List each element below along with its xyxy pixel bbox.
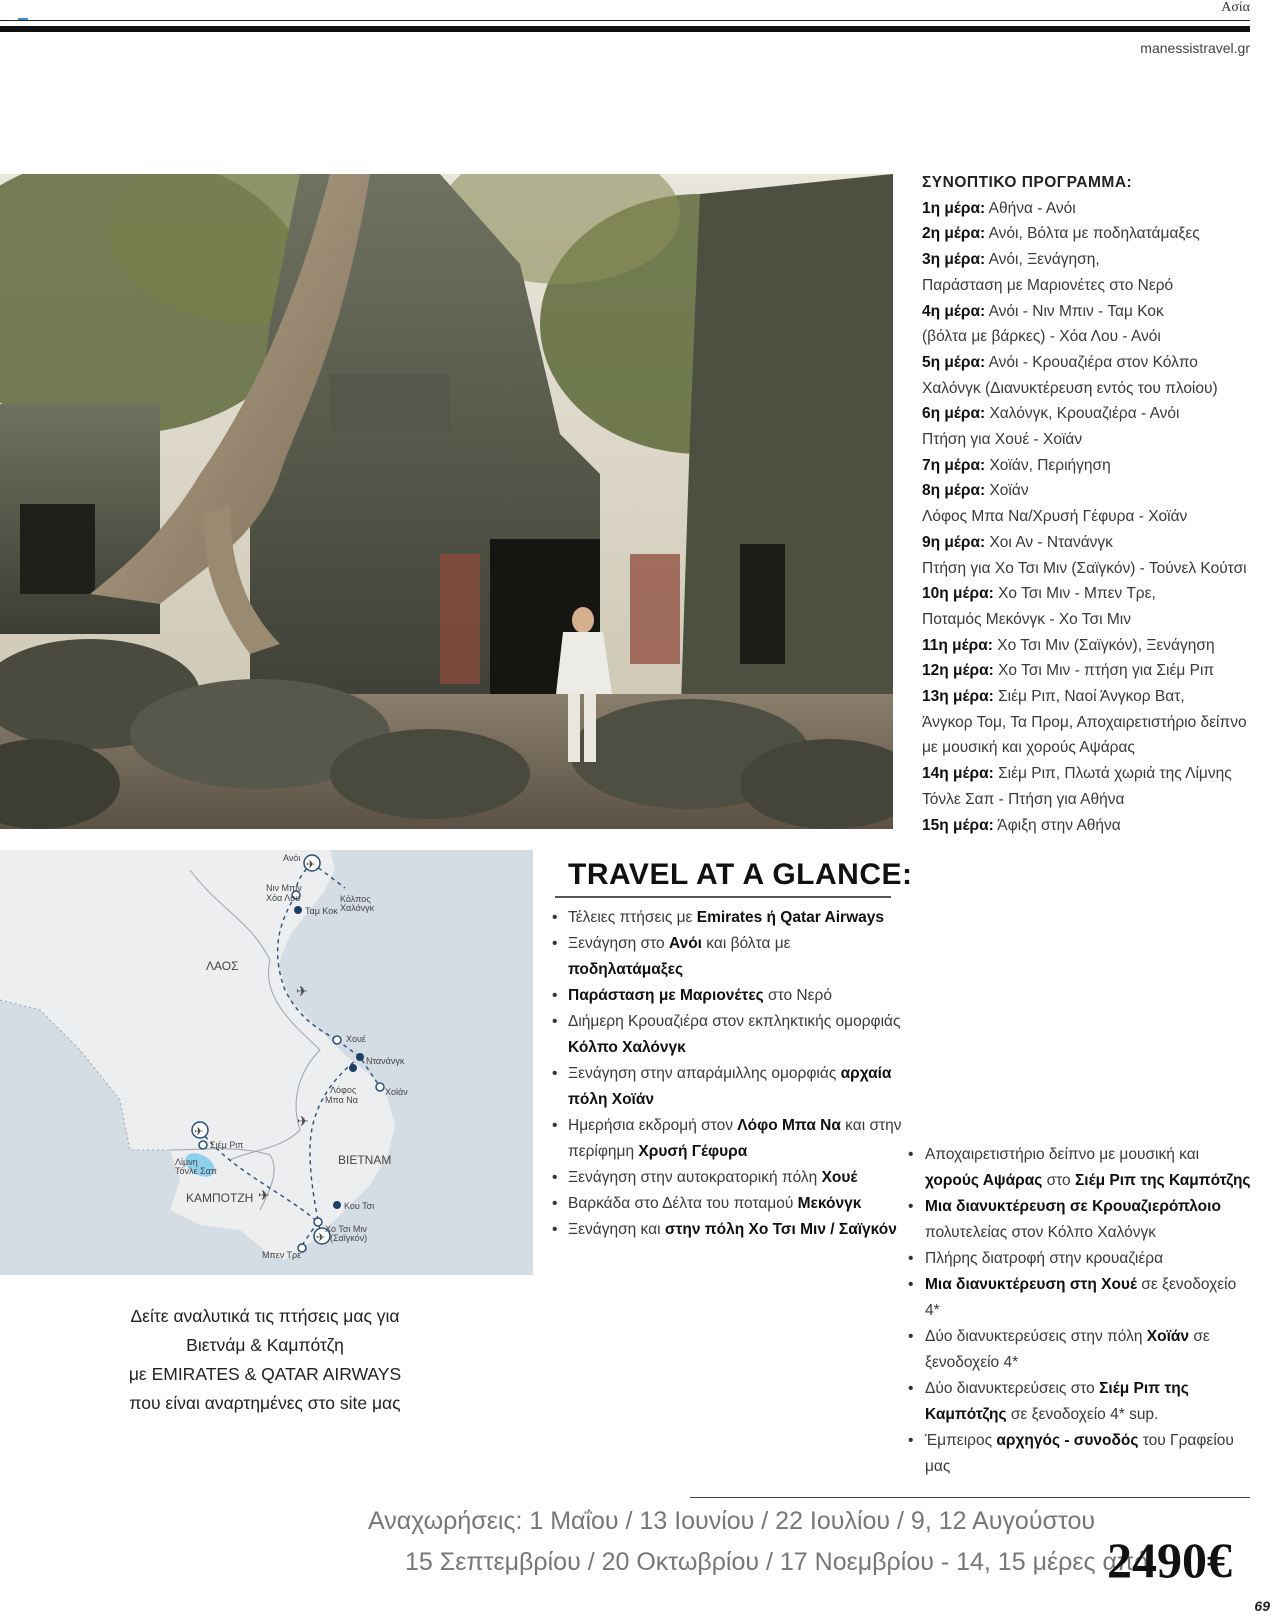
glance-item-text: αρχαία πόλη Χοϊάν xyxy=(568,1065,892,1108)
svg-text:✈: ✈ xyxy=(296,983,308,999)
map-label-hoian: Χοϊάν xyxy=(385,1087,408,1097)
itinerary-line xyxy=(922,556,1262,582)
site-url: manessistravel.gr xyxy=(1140,40,1250,56)
itinerary-text: Χοϊάν xyxy=(989,482,1029,500)
header-rule xyxy=(0,20,1250,21)
map-label-lake-2: Τόνλε Σαπ xyxy=(175,1166,218,1176)
extras-item xyxy=(908,1428,1253,1480)
glance-item-text: Μεκόνγκ xyxy=(797,1195,862,1212)
itinerary-line xyxy=(922,761,1262,787)
itinerary-day: 7η μέρα: xyxy=(922,456,986,474)
itinerary-text: Χαλόνγκ (Διανυκτέρευση εντός του πλοίου) xyxy=(922,379,1218,397)
extras-item-text: Σιέμ Ριπ της Καμπότζης xyxy=(925,1380,1189,1423)
extras-item xyxy=(908,1194,1253,1246)
itinerary-title: ΣΥΝΟΠΤΙΚΟ ΠΡΟΓΡΑΜΜΑ: xyxy=(922,174,1133,191)
flights-note-line: με EMIRATES & QATAR AIRWAYS xyxy=(128,1364,402,1384)
itinerary-line xyxy=(922,350,1262,376)
itinerary-day: 11η μέρα: xyxy=(922,636,993,654)
glance-item-text: Ξενάγηση στο xyxy=(568,935,669,952)
extras-item-text: πολυτελείας στον Κόλπο Χαλόνγκ xyxy=(925,1224,1156,1241)
extras-item-text: Δύο διανυκτερεύσεις στο xyxy=(925,1380,1100,1397)
itinerary-text: Πτήση για Χο Τσι Μιν (Σαϊγκόν) - Τούνελ Κούτσι xyxy=(922,559,1247,577)
extras-item-text: του Γραφείου μας xyxy=(925,1432,1234,1475)
itinerary-text: Πτήση για Χουέ - Χοϊάν xyxy=(922,431,1083,449)
glance-item-text: Χρυσή Γέφυρα xyxy=(638,1143,748,1160)
price: 2490€ xyxy=(1107,1532,1232,1588)
glance-item-text: Διήμερη Κρουαζιέρα στον εκπληκτικής ομορφιάς xyxy=(568,1013,901,1030)
itinerary xyxy=(922,170,1262,838)
itinerary-line xyxy=(922,504,1262,530)
extras-item xyxy=(908,1324,1253,1376)
itinerary-line xyxy=(922,710,1262,736)
map-label-hoa-lu: Χόα Λου xyxy=(266,893,301,903)
svg-text:✈: ✈ xyxy=(306,859,316,871)
map-label-lake-1: Λίμνη xyxy=(175,1157,198,1167)
glance-item-text: και στην περίφημη xyxy=(568,1117,902,1160)
extras-item xyxy=(908,1246,1253,1272)
extras-item-text: σε ξενοδοχείο 4* xyxy=(925,1328,1210,1371)
extras-item xyxy=(908,1142,1253,1194)
glance-item-text: Ξενάγηση στην απαράμιλλης ομορφιάς xyxy=(568,1065,841,1082)
itinerary-text: Χοϊάν, Περιήγηση xyxy=(989,456,1111,474)
map-label-cambodia: ΚΑΜΠΟΤΖΗ xyxy=(186,1191,254,1205)
extras-item-text: στο xyxy=(1042,1172,1075,1189)
itinerary-line xyxy=(922,221,1262,247)
glance-item xyxy=(552,931,902,983)
glance-item-text: Emirates ή Qatar Airways xyxy=(696,909,884,926)
departures-line-2: 15 Σεπτεμβρίου / 20 Οκτωβρίου / 17 Νοεμβρίου - 14, 15 μέρες από xyxy=(405,1548,1149,1576)
itinerary-line xyxy=(922,376,1262,402)
itinerary-day: 10η μέρα: xyxy=(922,585,994,603)
itinerary-text: Παράσταση με Μαριονέτες στο Νερό xyxy=(922,276,1174,294)
glance-item-text: Ημερήσια εκδρομή στον xyxy=(568,1117,738,1134)
glance-item-text: Ανόι xyxy=(668,935,702,952)
glance-item-text: ποδηλατάμαξες xyxy=(568,961,684,978)
itinerary-day: 2η μέρα: xyxy=(922,225,986,243)
map-label-hanoi: Ανόι xyxy=(283,853,301,863)
glance-item xyxy=(552,983,902,1009)
extras-item-text: Σιέμ Ριπ της Καμπότζης xyxy=(1074,1172,1251,1189)
extras-item xyxy=(908,1272,1253,1324)
itinerary-line xyxy=(922,273,1262,299)
glance-item xyxy=(552,1217,902,1243)
itinerary-text: Τόνλε Σαπ - Πτήση για Αθήνα xyxy=(922,790,1125,808)
map-label-vietnam: ΒΙΕΤΝΑΜ xyxy=(338,1153,392,1167)
itinerary-line xyxy=(922,787,1262,813)
itinerary-text: Άφιξη στην Αθήνα xyxy=(997,816,1121,834)
glance-item-text: Παράσταση με Μαριονέτες xyxy=(568,987,764,1004)
glance-item xyxy=(552,905,902,931)
itinerary-line xyxy=(922,478,1262,504)
itinerary-line xyxy=(922,401,1262,427)
map-label-hcmc-2: (Σαϊγκόν) xyxy=(330,1233,368,1243)
itinerary-text: Χο Τσι Μιν (Σαϊγκόν), Ξενάγηση xyxy=(997,636,1215,654)
glance-item xyxy=(552,1165,902,1191)
map-label-bana-1: Λόφος xyxy=(330,1085,357,1095)
extras-item-text: Μια διανυκτέρευση σε Κρουαζιερόπλοιο xyxy=(925,1198,1221,1215)
glance-item xyxy=(552,1113,902,1165)
itinerary-text: Σιέμ Ριπ, Πλωτά χωριά της Λίμνης xyxy=(998,765,1232,783)
itinerary-text: Ανόι - Νιν Μπιν - Ταμ Κοκ xyxy=(988,302,1164,320)
itinerary-line xyxy=(922,247,1262,273)
itinerary-line xyxy=(922,735,1262,761)
itinerary-text: με μουσική και χορούς Αψάρας xyxy=(922,739,1135,757)
itinerary-day: 3η μέρα: xyxy=(922,251,986,269)
itinerary-day: 12η μέρα: xyxy=(922,662,994,680)
itinerary-text: Λόφος Μπα Να/Χρυσή Γέφυρα - Χοϊάν xyxy=(922,508,1188,526)
itinerary-line xyxy=(922,324,1262,350)
map-label-ben-tre: Μπεν Τρε xyxy=(262,1250,302,1260)
itinerary-day: 14η μέρα: xyxy=(922,765,994,783)
departures-rule xyxy=(690,1497,1250,1498)
flights-note xyxy=(60,1302,470,1418)
extras-item-text: αρχηγός - συνοδός xyxy=(996,1432,1139,1449)
glance-item-text: και βόλτα με xyxy=(701,935,791,952)
glance-item xyxy=(552,1061,902,1113)
glance-item-text: Λόφο Μπα Να xyxy=(737,1117,841,1134)
glance-item-text: Ξενάγηση στην αυτοκρατορική πόλη xyxy=(568,1169,822,1186)
map-label-tam-coc: Ταμ Κοκ xyxy=(305,906,338,916)
itinerary-text: Χο Τσι Μιν - πτήση για Σιέμ Ριπ xyxy=(998,662,1215,680)
itinerary-line xyxy=(922,607,1262,633)
itinerary-text: Χοι Αν - Ντανάνγκ xyxy=(989,533,1113,551)
svg-text:✈: ✈ xyxy=(316,1232,326,1244)
glance-item-text: Βαρκάδα στο Δέλτα του ποταμού xyxy=(568,1195,798,1212)
itinerary-day: 4η μέρα: xyxy=(922,302,986,320)
departures-line-1: Αναχωρήσεις: 1 Μαΐου / 13 Ιουνίου / 22 Ιουλίου / 9, 12 Αυγούστου xyxy=(368,1507,1096,1535)
extras-item-text: Έμπειρος xyxy=(925,1432,997,1449)
glance-item-text: Ξενάγηση και xyxy=(568,1221,665,1238)
itinerary-day: 1η μέρα: xyxy=(922,199,986,217)
extras-item-text: σε ξενοδοχείο 4* sup. xyxy=(1006,1406,1159,1423)
page-number: 69 xyxy=(1254,1598,1270,1614)
map-label-ninh-binh: Νιν Μπιν xyxy=(266,883,302,893)
map-label-hue: Χουέ xyxy=(346,1034,366,1044)
itinerary-line xyxy=(922,299,1262,325)
itinerary-text: Ανόι, Ξενάγηση, xyxy=(988,251,1100,269)
itinerary-text: Ποταμός Μεκόνγκ - Χο Τσι Μιν xyxy=(922,610,1131,628)
section-label: Ασία xyxy=(1221,0,1250,15)
map-label-bana-2: Μπα Να xyxy=(325,1095,358,1105)
glance-item-text: Κόλπο Χαλόνγκ xyxy=(568,1039,686,1056)
glance-rule xyxy=(555,896,891,898)
itinerary-line xyxy=(922,633,1262,659)
itinerary-text: Ανόι, Βόλτα με ποδηλατάμαξες xyxy=(988,225,1200,243)
itinerary-line xyxy=(922,581,1262,607)
glance-item-text: στο Νερό xyxy=(763,987,832,1004)
itinerary-line xyxy=(922,530,1262,556)
itinerary-line xyxy=(922,427,1262,453)
extras-item-text: Δύο διανυκτερεύσεις στην πόλη xyxy=(925,1328,1147,1345)
itinerary-text: Άνγκορ Τομ, Τα Προμ, Αποχαιρετιστήριο δείπνο xyxy=(922,713,1247,731)
glance-title: TRAVEL AT A GLANCE: xyxy=(568,858,913,891)
itinerary-text: Αθήνα - Ανόι xyxy=(988,199,1076,217)
extras-item-text: Αποχαιρετιστήριο δείπνο με μουσική και xyxy=(925,1146,1200,1163)
map-label-halong-1: Κόλπος xyxy=(340,894,371,904)
glance-item xyxy=(552,1009,902,1061)
itinerary-day: 15η μέρα: xyxy=(922,816,994,834)
map-label-cu-chi: Κου Τσι xyxy=(344,1201,375,1211)
inclusions-list xyxy=(908,1142,1253,1480)
itinerary-line xyxy=(922,658,1262,684)
header-rule-thick xyxy=(0,26,1250,32)
glance-item-text: Χουέ xyxy=(821,1169,858,1186)
extras-item-text: σε ξενοδοχείο 4* xyxy=(925,1276,1237,1319)
route-map xyxy=(0,850,533,1275)
extras-item-text: Χοϊάν xyxy=(1146,1328,1190,1345)
temple-photo xyxy=(0,174,893,829)
glance-item xyxy=(552,1191,902,1217)
itinerary-line xyxy=(922,684,1262,710)
map-label-hcmc-1: Χο Τσι Μιν xyxy=(325,1224,367,1234)
itinerary-line xyxy=(922,813,1262,839)
flights-note-line: Δείτε αναλυτικά τις πτήσεις μας για xyxy=(130,1306,400,1326)
map-label-laos: ΛΑΟΣ xyxy=(206,959,239,973)
itinerary-day: 6η μέρα: xyxy=(922,405,986,423)
itinerary-day: 13η μέρα: xyxy=(922,688,994,706)
itinerary-text: Χαλόνγκ, Κρουαζιέρα - Ανόι xyxy=(989,405,1180,423)
glance-item-text: Τέλειες πτήσεις με xyxy=(568,909,697,926)
itinerary-day: 8η μέρα: xyxy=(922,482,986,500)
extras-item-text: Πλήρης διατροφή στην κρουαζιέρα xyxy=(925,1250,1164,1267)
itinerary-line xyxy=(922,196,1262,222)
flights-note-line: που είναι αναρτημένες στο site μας xyxy=(129,1393,401,1413)
map-label-danang: Ντανάνγκ xyxy=(366,1056,405,1066)
extras-item-text: χορούς Αψάρας xyxy=(925,1172,1043,1189)
itinerary-line xyxy=(922,453,1262,479)
extras-item-text: Μια διανυκτέρευση στη Χουέ xyxy=(925,1276,1137,1293)
itinerary-day: 9η μέρα: xyxy=(922,533,986,551)
svg-text:✈: ✈ xyxy=(297,1113,309,1129)
svg-text:✈: ✈ xyxy=(194,1126,204,1138)
extras-item xyxy=(908,1376,1253,1428)
itinerary-text: Ανόι - Κρουαζιέρα στον Κόλπο xyxy=(988,353,1198,371)
svg-text:✈: ✈ xyxy=(258,1187,270,1203)
glance-item-text: στην πόλη Χο Τσι Μιν / Σαϊγκόν xyxy=(664,1221,897,1238)
itinerary-day: 5η μέρα: xyxy=(922,353,986,371)
map-label-halong-2: Χαλόνγκ xyxy=(340,903,375,913)
flights-note-line: Βιετνάμ & Καμπότζη xyxy=(186,1335,344,1355)
itinerary-text: Χο Τσι Μιν - Μπεν Τρε, xyxy=(998,585,1156,603)
itinerary-text: (βόλτα με βάρκες) - Χόα Λου - Ανόι xyxy=(922,328,1161,346)
itinerary-text: Σιέμ Ριπ, Ναοί Άνγκορ Βατ, xyxy=(998,688,1185,706)
glance-list xyxy=(552,905,902,1243)
map-label-siem-reap: Σιέμ Ριπ xyxy=(210,1140,244,1150)
